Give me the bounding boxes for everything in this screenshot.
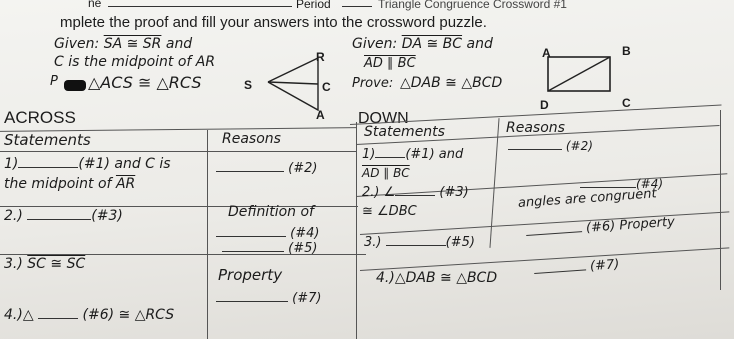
across-row3-reason-a: (#5) [222, 240, 317, 256]
worksheet-title: Triangle Congruence Crossword #1 [378, 0, 567, 11]
across-header-statements: Statements [4, 131, 91, 149]
across-row3-stmt: 3.) SC ≅ SC [4, 256, 86, 272]
across-label-C: C [322, 80, 331, 94]
down-parallelogram-diagram [540, 52, 620, 98]
across-row1-stmt-b: the midpoint of $\overline{AR}$ [4, 176, 136, 192]
across-given-label: Given: SA ≅ SR and [54, 36, 193, 52]
down-row3-stmt: 3.) (#5) [364, 235, 475, 250]
across-row4-stmt: 4.)△ (#6) ≅ △RCS [4, 307, 175, 323]
name-blank [108, 6, 292, 7]
down-row2-stmt: 2.) ∠ (#3) [362, 185, 469, 200]
across-prove-label: P [50, 74, 58, 89]
down-prove: △DAB ≅ △BCD [400, 75, 503, 91]
down-label-B: B [622, 44, 631, 58]
down-prove-label: Prove: [352, 76, 394, 91]
across-given-1: SA ≅ SR [103, 36, 162, 52]
down-row1-reason: (#2) [508, 138, 593, 153]
down-row2-reason-b: angles are congruent [517, 186, 658, 211]
across-header-reasons: Reasons [222, 131, 281, 147]
across-row4-reason: (#7) [216, 290, 321, 306]
down-label-A: A [542, 46, 551, 60]
across-row1-reason: (#2) [216, 160, 317, 176]
across-row3-reason-b: Property [218, 266, 283, 284]
period-blank [342, 6, 372, 7]
instructions: mplete the proof and fill your answers into the crossword puzzle. [60, 14, 487, 31]
across-label-A: A [316, 108, 325, 122]
period-label: Period [296, 0, 331, 11]
down-row2-stmt-b: ≅ ∠DBC [362, 204, 417, 219]
down-row1-stmt: 1) (#1) and [362, 147, 464, 162]
down-row2-reason-a: (#4) [580, 176, 663, 191]
across-prove: △ACS ≅ △RCS [88, 73, 202, 92]
down-given-label: Given: DA ≅ BC and [352, 36, 493, 52]
down-row4-reason: (#7) [533, 256, 619, 278]
across-label-R: R [316, 50, 325, 64]
down-header-reasons: Reasons [506, 120, 565, 136]
across-row2-reason-a: Definition of [228, 204, 314, 220]
down-row1-stmt-b: AD ∥ BC [362, 166, 410, 180]
across-label-S: S [244, 78, 253, 92]
down-header-statements: Statements [364, 124, 445, 140]
ink-smudge [64, 80, 86, 91]
down-row4-stmt: 4.)△DAB ≅ △BCD [376, 270, 498, 286]
down-label-C: C [622, 96, 631, 110]
down-given-1: DA ≅ BC [401, 36, 463, 52]
down-given-2: AD ∥ BC [364, 56, 416, 71]
down-label-D: D [540, 98, 549, 112]
name-label: ne [88, 0, 102, 10]
across-given-2: C is the midpoint of AR [54, 54, 216, 70]
across-row1-stmt: 1) (#1) and C is [4, 156, 171, 172]
across-row2-reason-b: (#4) [216, 225, 319, 241]
across-row2-stmt: 2.) (#3) [4, 208, 123, 224]
down-row3-reason: (#6) Property [525, 214, 675, 240]
across-heading: ACROSS [4, 108, 76, 127]
down-heading: DOWN [358, 110, 409, 127]
